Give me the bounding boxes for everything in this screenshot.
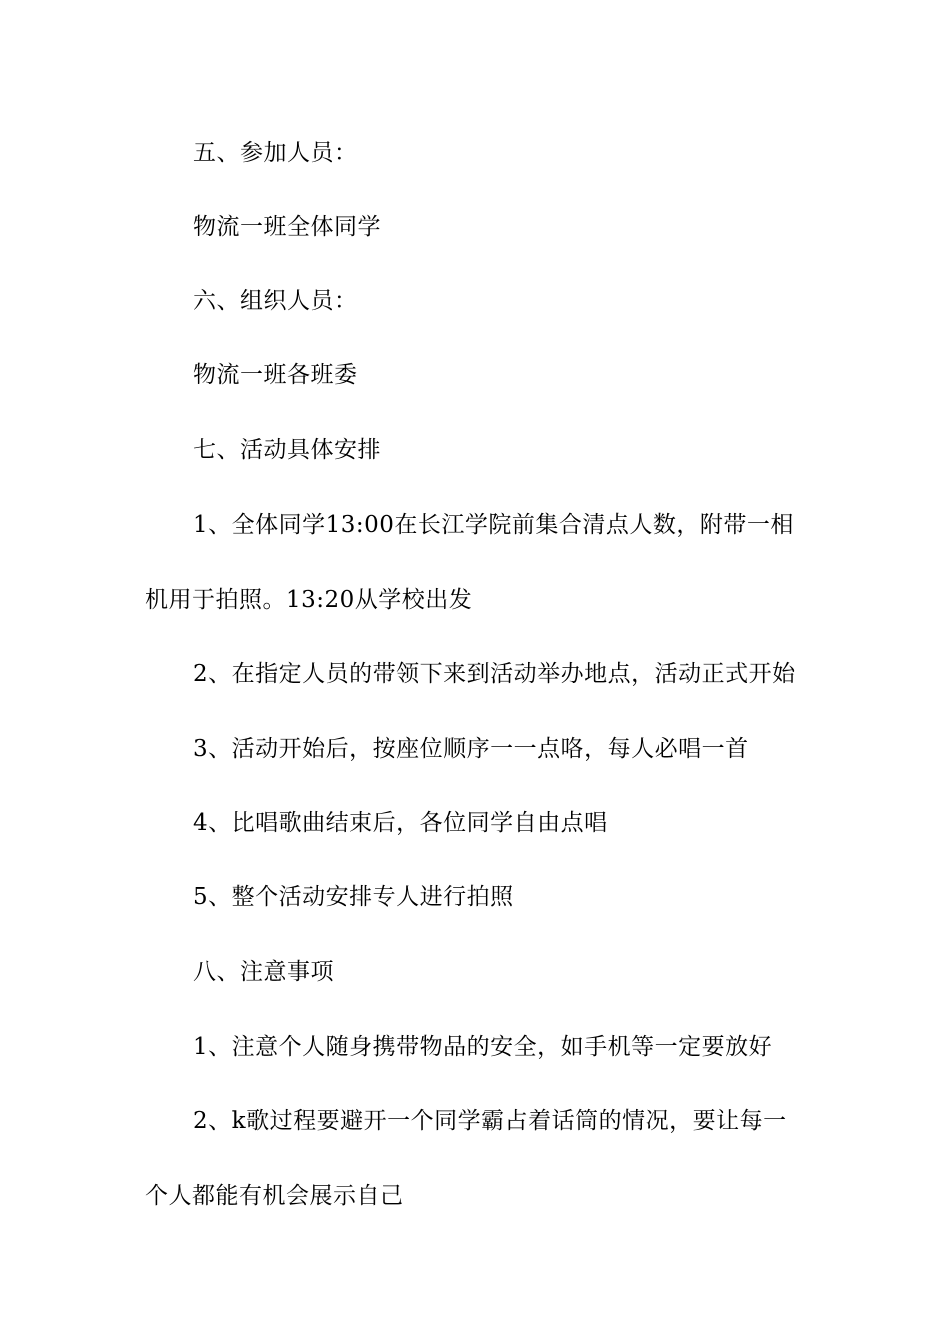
schedule-item-4: 4、比唱歌曲结束后，各位同学自由点唱 bbox=[193, 810, 608, 836]
note-item-2-line-2: 个人都能有机会展示自己 bbox=[145, 1183, 404, 1209]
section-heading-participants: 五、参加人员： bbox=[193, 140, 358, 166]
schedule-item-2: 2、在指定人员的带领下来到活动举办地点，活动正式开始 bbox=[193, 661, 796, 687]
schedule-item-1-line-1: 1、全体同学13:00在长江学院前集合清点人数，附带一相 bbox=[193, 512, 794, 538]
schedule-item-5: 5、整个活动安排专人进行拍照 bbox=[193, 884, 514, 910]
section-heading-organizers: 六、组织人员： bbox=[193, 288, 358, 314]
participants-text: 物流一班全体同学 bbox=[193, 214, 381, 240]
organizers-text: 物流一班各班委 bbox=[193, 362, 358, 388]
schedule-item-1-line-2: 机用于拍照。13:20从学校出发 bbox=[145, 587, 473, 613]
section-heading-notes: 八、注意事项 bbox=[193, 959, 334, 985]
section-heading-schedule: 七、活动具体安排 bbox=[193, 437, 381, 463]
note-item-1: 1、注意个人随身携带物品的安全，如手机等一定要放好 bbox=[193, 1034, 773, 1060]
note-item-2-line-1: 2、k歌过程要避开一个同学霸占着话筒的情况，要让每一 bbox=[193, 1108, 787, 1134]
schedule-item-3: 3、活动开始后，按座位顺序一一点咯，每人必唱一首 bbox=[193, 736, 749, 762]
